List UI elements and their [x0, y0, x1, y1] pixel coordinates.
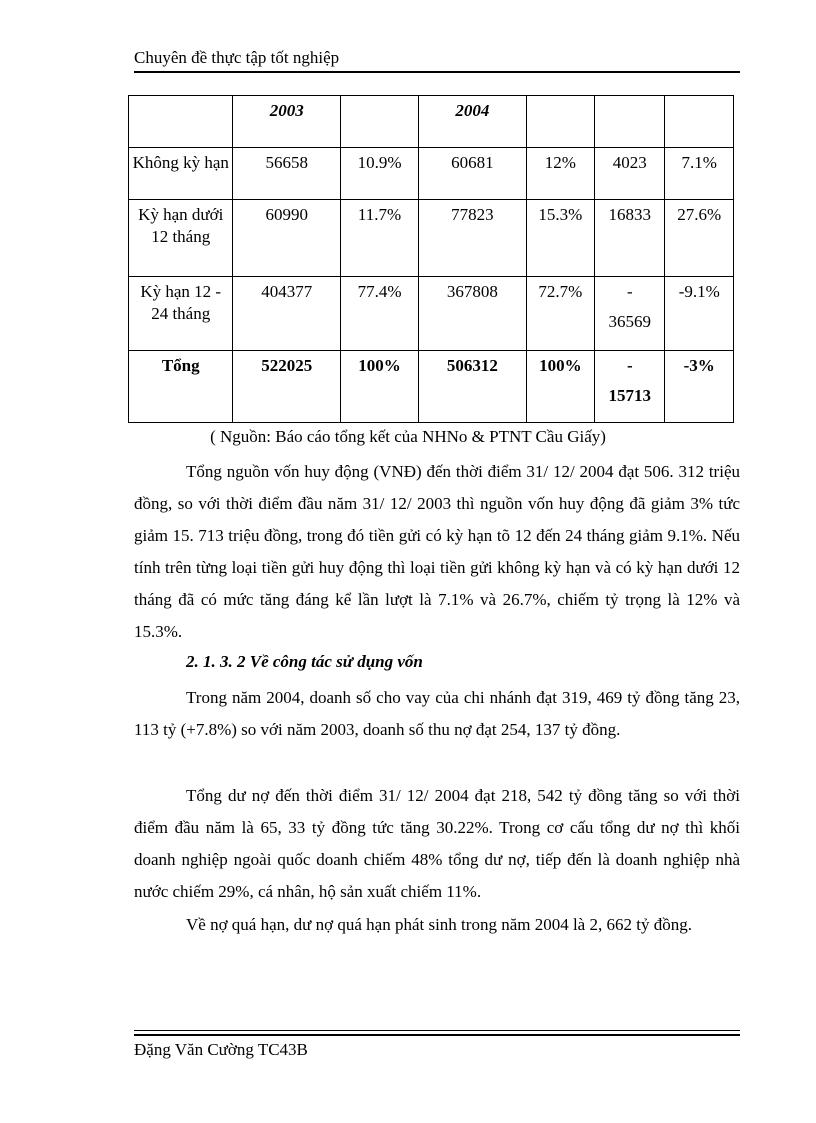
- table-header-cell: [340, 96, 418, 148]
- row-label: Không kỳ hạn: [129, 148, 233, 200]
- table-source-note: ( Nguồn: Báo cáo tổng kết của NHNo & PTNT Cầu Giấy): [210, 427, 606, 446]
- table-row-total: [129, 351, 734, 423]
- share-2003: 77.4%: [340, 277, 418, 351]
- share-2003: 100%: [340, 351, 418, 423]
- footer-rule-thick: [134, 1034, 740, 1036]
- table-row: [129, 277, 734, 351]
- table-header-cell: 2004: [419, 96, 527, 148]
- share-2004: 15.3%: [526, 200, 594, 277]
- change-percent: -3%: [665, 351, 734, 423]
- table-header-cell: [129, 96, 233, 148]
- change-percent: 27.6%: [665, 200, 734, 277]
- share-2003: 10.9%: [340, 148, 418, 200]
- row-label: Tổng: [129, 351, 233, 423]
- value-2004: 506312: [419, 351, 527, 423]
- change-amount: 4023: [595, 148, 665, 200]
- row-label: Kỳ hạn 12 - 24 tháng: [129, 277, 233, 351]
- table-header-cell: 2003: [233, 96, 341, 148]
- footer-rule-thin: [134, 1030, 740, 1031]
- value-2004: 60681: [419, 148, 527, 200]
- share-2004: 72.7%: [526, 277, 594, 351]
- table-header-cell: [665, 96, 734, 148]
- change-sign: -: [626, 282, 633, 301]
- value-2004: 77823: [419, 200, 527, 277]
- table-header-row: [129, 96, 734, 148]
- value-2004: 367808: [419, 277, 527, 351]
- change-amount: [595, 277, 665, 351]
- paragraph-funding-summary: Tổng nguồn vốn huy động (VNĐ) đến thời điểm 31/ 12/ 2004 đạt 506. 312 triệu đồng, so với thời điểm đầu năm 31/ 12/ 2003 thì nguồn vốn huy động đã giảm 3% tức giảm 15. 713 triệu đồng, trong đó tiền gửi có kỳ hạn tõ 12 đến 24 tháng giảm 9.1%. Nếu tính trên từng loại tiền gửi huy động thì loại tiền gửi không kỳ hạn và có kỳ hạn dưới 12 tháng đã có mức tăng đáng kể lần lượt là 7.1% và 26.7%, chiếm tỷ trọng là 12% và 15.3%.: [134, 462, 740, 641]
- value-2003: 56658: [233, 148, 341, 200]
- section-heading: 2. 1. 3. 2 Về công tác sử dụng vốn: [186, 652, 423, 671]
- change-amount: [595, 351, 665, 423]
- share-2004: 100%: [526, 351, 594, 423]
- value-2003: 404377: [233, 277, 341, 351]
- change-value: 15713: [608, 386, 652, 405]
- row-label: Kỳ hạn dưới 12 tháng: [129, 200, 233, 277]
- value-2003: 522025: [233, 351, 341, 423]
- table-header-cell: [595, 96, 665, 148]
- table-header-cell: [526, 96, 594, 148]
- share-2004: 12%: [526, 148, 594, 200]
- change-value: 36569: [608, 312, 652, 331]
- paragraph-overdue-loans: Về nợ quá hạn, dư nợ quá hạn phát sinh trong năm 2004 là 2, 662 tỷ đồng.: [186, 915, 692, 934]
- change-percent: -9.1%: [665, 277, 734, 351]
- footer-author: Đặng Văn Cường TC43B: [134, 1040, 308, 1059]
- change-percent: 7.1%: [665, 148, 734, 200]
- value-2003: 60990: [233, 200, 341, 277]
- share-2003: 11.7%: [340, 200, 418, 277]
- page-header-title: Chuyên đề thực tập tốt nghiệp: [134, 48, 340, 67]
- table-row: [129, 200, 734, 277]
- paragraph-lending: Trong năm 2004, doanh số cho vay của chi nhánh đạt 319, 469 tỷ đồng tăng 23, 113 tỷ (+7.8%) so với năm 2003, doanh số thu nợ đạt 254, 137 tỷ đồng.: [134, 688, 740, 739]
- header-rule: [134, 71, 740, 73]
- table-row: [129, 148, 734, 200]
- change-amount: 16833: [595, 200, 665, 277]
- change-sign: -: [626, 356, 633, 375]
- paragraph-outstanding-loans: Tổng dư nợ đến thời điểm 31/ 12/ 2004 đạt 218, 542 tỷ đồng tăng so với thời điểm đầu năm là 65, 33 tỷ đồng tức tăng 30.22%. Trong cơ cấu tổng dư nợ thì khối doanh nghiệp ngoài quốc doanh chiếm 48% tổng dư nợ, tiếp đến là doanh nghiệp nhà nước chiếm 29%, cá nhân, hộ sản xuất chiếm 11%.: [134, 786, 740, 901]
- deposit-structure-table: [128, 95, 734, 423]
